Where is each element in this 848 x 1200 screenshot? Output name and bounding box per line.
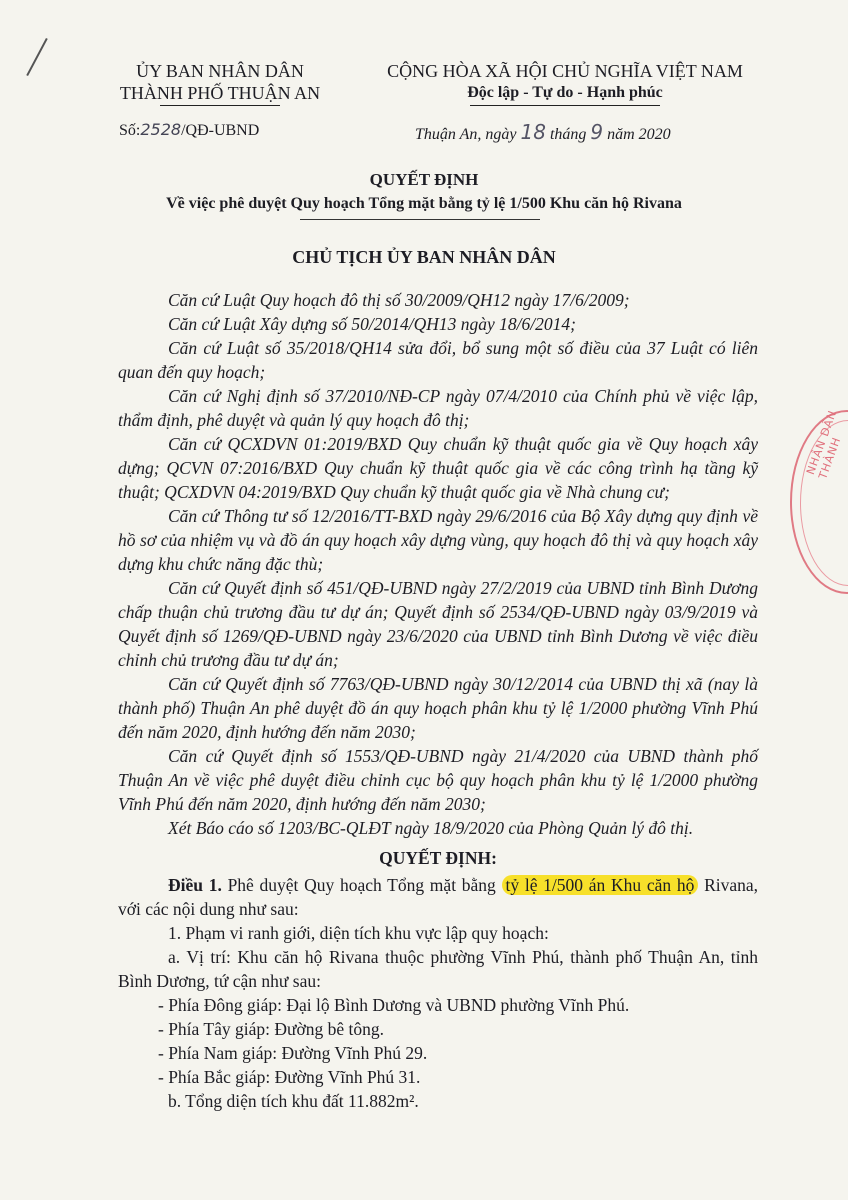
doc-subject: Về việc phê duyệt Quy hoạch Tổng mặt bằng tỷ lệ 1/500 Khu căn hộ Rivana xyxy=(166,195,682,212)
citation: Căn cứ Luật số 35/2018/QH14 sửa đổi, bổ sung một số điều của 37 Luật có liên quan đến quy hoạch; xyxy=(118,338,758,382)
date-place: Thuận An, ngày xyxy=(415,126,517,143)
article-1-label: Điều 1. xyxy=(168,875,222,895)
boundary-south: - Phía Nam giáp: Đường Vĩnh Phú 29. xyxy=(158,1043,428,1063)
org-line-2: THÀNH PHỐ THUẬN AN xyxy=(119,83,321,103)
citation: Căn cứ QCXDVN 01:2019/BXD Quy chuẩn kỹ thuật quốc gia về Quy hoạch xây dựng; QCVN 07:2016/BXD Quy chuẩn kỹ thuật quốc gia về các công trình hạ tầng kỹ thuật; QCXDVN 04:2019/BXD Quy chuẩn kỹ thuật quốc gia về Nhà chung cư; xyxy=(118,434,758,502)
citation: Căn cứ Quyết định số 451/QĐ-UBND ngày 27/2/2019 của UBND tỉnh Bình Dương chấp thuận chủ trương đầu tư dự án; Quyết định số 2534/QĐ-UBND ngày 03/9/2019 và Quyết định số 1269/QĐ-UBND ngày 23/6/2020 của UBND tỉnh Bình Dương về việc điều chỉnh chủ trương đầu tư dự án; xyxy=(118,578,758,670)
org-line-1: ỦY BAN NHÂN DÂN xyxy=(136,61,304,81)
issuing-authority xyxy=(95,60,345,106)
citation: Căn cứ Thông tư số 12/2016/TT-BXD ngày 29/6/2016 của Bộ Xây dựng quy định về hồ sơ của nhiệm vụ và đồ án quy hoạch xây dựng vùng, quy hoạch đô thị và quy hoạch xây dựng khu chức năng đặc thù; xyxy=(118,506,758,574)
date-month: 9 xyxy=(590,120,604,144)
doc-type-title: QUYẾT ĐỊNH xyxy=(369,170,479,189)
number-prefix: Số: xyxy=(119,122,141,139)
motto-underline xyxy=(470,105,660,106)
article-1 xyxy=(118,873,758,921)
citation: Căn cứ Quyết định số 7763/QĐ-UBND ngày 30/12/2014 của UBND thị xã (nay là thành phố) Thuận An phê duyệt đồ án quy hoạch phân khu tỷ lệ 1/2000 phường Vĩnh Phú đến năm 2020, định hướng đến năm 2030; xyxy=(118,674,758,742)
authority-title: CHỦ TỊCH ỦY BAN NHÂN DÂN xyxy=(292,247,556,267)
boundary-west: - Phía Tây giáp: Đường bê tông. xyxy=(158,1019,384,1039)
date-year: năm 2020 xyxy=(607,126,671,143)
document-date xyxy=(415,120,671,144)
article-1-text: Phê duyệt Quy hoạch Tổng mặt bằng xyxy=(227,875,496,895)
number-suffix: /QĐ-UBND xyxy=(181,122,260,139)
official-seal xyxy=(790,410,848,594)
country-name: CỘNG HÒA XÃ HỘI CHỦ NGHĨA VIỆT NAM xyxy=(387,61,743,81)
number-handwritten: 2528 xyxy=(140,120,182,139)
document-number xyxy=(119,120,259,140)
date-day: 18 xyxy=(520,120,546,144)
decision-heading: QUYẾT ĐỊNH: xyxy=(379,848,497,868)
item-1b: b. Tổng diện tích khu đất 11.882m². xyxy=(168,1091,419,1111)
item-1: 1. Phạm vi ranh giới, diện tích khu vực lập quy hoạch: xyxy=(168,923,549,943)
org-underline xyxy=(160,105,280,106)
boundary-north: - Phía Bắc giáp: Đường Vĩnh Phú 31. xyxy=(158,1067,421,1087)
seal-text: NHÂN DÂN THÀNH xyxy=(804,408,844,481)
pen-mark xyxy=(26,38,47,76)
motto: Độc lập - Tự do - Hạnh phúc xyxy=(467,84,663,101)
highlighted-text: tỷ lệ 1/500 án Khu căn hộ xyxy=(502,875,699,895)
date-month-label: tháng xyxy=(549,126,587,143)
item-1a: a. Vị trí: Khu căn hộ Rivana thuộc phường Vĩnh Phú, thành phố Thuận An, tỉnh Bình Dương, tứ cận như sau: xyxy=(118,947,758,991)
boundary-east: - Phía Đông giáp: Đại lộ Bình Dương và UBND phường Vĩnh Phú. xyxy=(158,995,630,1015)
citation: Căn cứ Nghị định số 37/2010/NĐ-CP ngày 07/4/2010 của Chính phủ về việc lập, thẩm định, phê duyệt và quản lý quy hoạch đô thị; xyxy=(118,386,758,430)
article-1-tail: Rivana, với các nội dung như sau: xyxy=(118,875,759,919)
citation: Căn cứ Luật Quy hoạch đô thị số 30/2009/QH12 ngày 17/6/2009; xyxy=(168,290,630,310)
document-body xyxy=(118,288,758,1113)
citation: Căn cứ Luật Xây dựng số 50/2014/QH13 ngày 18/6/2014; xyxy=(168,314,576,334)
citation: Căn cứ Quyết định số 1553/QĐ-UBND ngày 21/4/2020 của UBND thành phố Thuận An về việc phê duyệt điều chỉnh cục bộ quy hoạch phân khu tỷ lệ 1/2000 phường Vĩnh Phú đến năm 2020, định hướng đến năm 2030; xyxy=(118,746,758,814)
subject-underline xyxy=(300,219,540,220)
citation: Xét Báo cáo số 1203/BC-QLĐT ngày 18/9/2020 của Phòng Quản lý đô thị. xyxy=(168,818,694,838)
national-header xyxy=(360,60,770,106)
